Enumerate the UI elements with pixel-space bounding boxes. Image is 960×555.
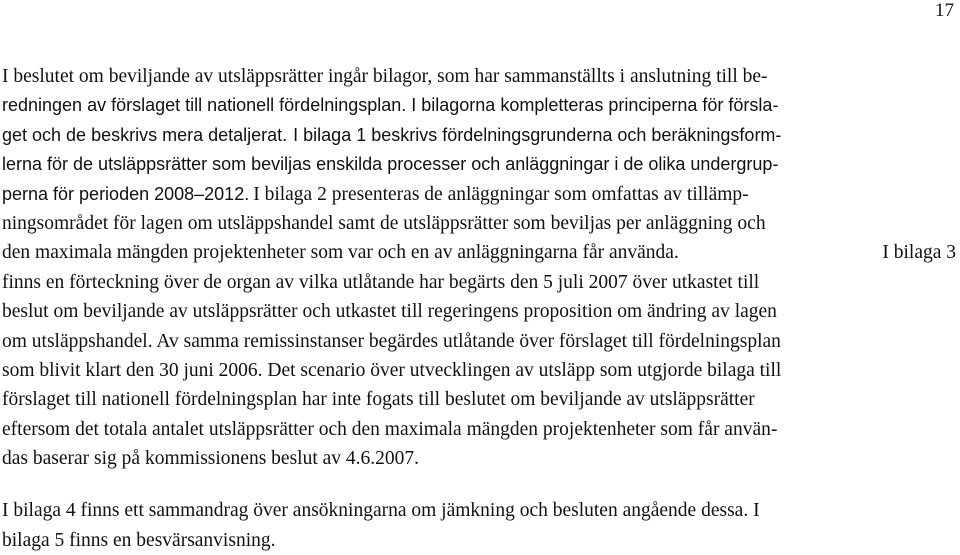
- text-line-content: I bilaga 3: [882, 242, 956, 264]
- text-line: [2, 526, 956, 555]
- page-number: 17: [935, 0, 954, 21]
- text-line-content: lerna för de utsläppsrätter som beviljas enskilda processer och anläggningar i de olika undergrup-: [2, 154, 779, 175]
- text-line-content: I beslutet om beviljande av utsläppsrätter ingår bilagor, som har sammanställts i anslutning till be-: [2, 66, 768, 87]
- text-line: [2, 238, 956, 267]
- document-body: [2, 62, 956, 555]
- text-line-content: förslaget till nationell fördelningsplan har inte fogats till beslutet om beviljande av utsläppsrätter: [2, 389, 755, 411]
- text-line-content: som blivit klart den 30 juni 2006. Det scenario över utvecklingen av utsläpp som utgjorde bilaga till: [2, 359, 782, 381]
- text-line-content: get och de beskrivs mera detaljerat.: [2, 124, 288, 145]
- text-line-content: I bilaga 4 finns ett sammandrag över ansökningarna om jämkning och besluten angående dessa. I: [2, 500, 760, 522]
- text-line-content: redningen av förslaget till nationell fördelningsplan. I bilagorna kompletteras principerna för försla-: [2, 95, 779, 116]
- text-line-content: perna för perioden 2008–2012.: [2, 183, 250, 204]
- text-line: [2, 121, 956, 150]
- text-line-content: bilaga 5 finns en besvärsanvisning.: [2, 529, 276, 551]
- text-line-content: eftersom det totala antalet utsläppsrätter och den maximala mängden projektenheter som får använ-: [2, 418, 778, 440]
- text-line: [2, 91, 956, 120]
- text-line: [2, 62, 956, 91]
- text-line: [2, 180, 956, 209]
- text-line: [2, 268, 956, 297]
- paragraph-spacer: [2, 473, 956, 496]
- text-line-content: finns en förteckning över de organ av vilka utlåtande har begärts den 5 juli 2007 över utkastet till: [2, 271, 760, 293]
- text-line: [2, 150, 956, 179]
- text-line: [2, 297, 956, 326]
- text-line: [2, 385, 956, 414]
- text-line-content: I bilaga 2 presenteras de anläggningar som omfattas av tillämp-: [253, 183, 749, 205]
- text-line: [2, 415, 956, 444]
- text-line-content: beslut om beviljande av utsläppsrätter och utkastet till regeringens proposition om ändring av lagen: [2, 301, 777, 323]
- text-line: [2, 356, 956, 385]
- text-line-content: das baserar sig på kommissionens beslut av 4.6.2007.: [2, 448, 420, 470]
- text-line: [2, 444, 956, 473]
- text-line-content: om utsläppshandel. Av samma remissinstanser begärdes utlåtande över förslaget till fördelningsplan: [2, 330, 781, 352]
- text-line-content: den maximala mängden projektenheter som var och en av anläggningarna får använda.: [2, 242, 679, 264]
- text-line-content: ningsområdet för lagen om utsläppshandel samt de utsläppsrätter som beviljas per anläggning och: [2, 212, 766, 234]
- text-line: [2, 327, 956, 356]
- text-line-content: I bilaga 1 beskrivs fördelningsgrunderna och beräkningsform-: [293, 124, 782, 145]
- text-line: [2, 496, 956, 525]
- text-line: [2, 209, 956, 238]
